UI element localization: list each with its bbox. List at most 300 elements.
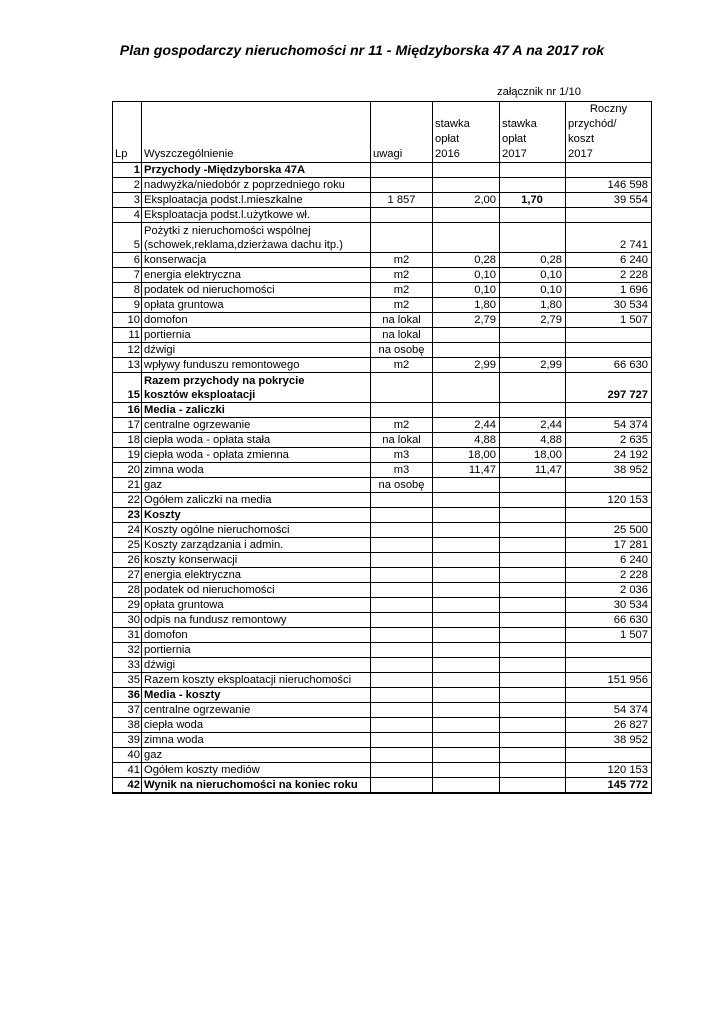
row-stawka-2017 <box>500 478 566 493</box>
row-lp: 3 <box>113 193 142 208</box>
row-value-2017: 1 507 <box>566 313 652 328</box>
row-stawka-2017 <box>500 688 566 703</box>
table-row <box>113 373 652 403</box>
row-stawka-2017: 0,10 <box>500 283 566 298</box>
row-description: portiernia <box>142 643 371 658</box>
row-lp: 31 <box>113 628 142 643</box>
row-stawka-2017 <box>500 493 566 508</box>
row-value-2017: 66 630 <box>566 613 652 628</box>
row-uwagi <box>371 658 433 673</box>
row-stawka-2016 <box>433 733 500 748</box>
row-uwagi: na lokal <box>371 433 433 448</box>
row-stawka-2016: 4,88 <box>433 433 500 448</box>
table-row <box>113 718 652 733</box>
row-uwagi: na osobę <box>371 478 433 493</box>
table-row <box>113 433 652 448</box>
table-row <box>113 328 652 343</box>
row-stawka-2017 <box>500 553 566 568</box>
row-stawka-2016 <box>433 568 500 583</box>
row-stawka-2016 <box>433 643 500 658</box>
row-description: opłata gruntowa <box>142 298 371 313</box>
row-uwagi <box>371 178 433 193</box>
row-stawka-2017: 1,70 <box>500 193 566 208</box>
row-description: Koszty zarządzania i admin. <box>142 538 371 553</box>
row-stawka-2016 <box>433 328 500 343</box>
table-row <box>113 673 652 688</box>
table-row <box>113 733 652 748</box>
row-stawka-2017 <box>500 778 566 794</box>
row-stawka-2016 <box>433 553 500 568</box>
row-stawka-2016 <box>433 343 500 358</box>
row-lp: 7 <box>113 268 142 283</box>
row-lp: 9 <box>113 298 142 313</box>
row-lp: 20 <box>113 463 142 478</box>
row-lp: 17 <box>113 418 142 433</box>
row-value-2017: 120 153 <box>566 493 652 508</box>
row-value-2017: 17 281 <box>566 538 652 553</box>
row-lp: 39 <box>113 733 142 748</box>
row-value-2017 <box>566 748 652 763</box>
header-stawka-2016-line: stawka <box>435 118 470 130</box>
row-uwagi: m2 <box>371 253 433 268</box>
row-stawka-2016: 1,80 <box>433 298 500 313</box>
row-uwagi <box>371 223 433 253</box>
row-stawka-2016: 2,79 <box>433 313 500 328</box>
row-uwagi: 1 857 <box>371 193 433 208</box>
row-stawka-2016: 2,00 <box>433 193 500 208</box>
row-uwagi: m2 <box>371 283 433 298</box>
row-stawka-2016 <box>433 763 500 778</box>
row-stawka-2017 <box>500 613 566 628</box>
header-stawka-2017-line: stawka <box>502 118 537 130</box>
row-stawka-2017 <box>500 403 566 418</box>
row-stawka-2017 <box>500 208 566 223</box>
row-value-2017: 151 956 <box>566 673 652 688</box>
row-value-2017: 146 598 <box>566 178 652 193</box>
row-description: ciepła woda <box>142 718 371 733</box>
row-lp: 5 <box>113 223 142 253</box>
row-uwagi <box>371 688 433 703</box>
header-stawka-2017 <box>500 102 566 163</box>
row-value-2017: 30 534 <box>566 298 652 313</box>
row-stawka-2016 <box>433 523 500 538</box>
row-stawka-2017: 2,44 <box>500 418 566 433</box>
row-stawka-2016 <box>433 613 500 628</box>
row-uwagi <box>371 673 433 688</box>
row-value-2017: 2 228 <box>566 268 652 283</box>
row-value-2017 <box>566 658 652 673</box>
row-lp: 40 <box>113 748 142 763</box>
row-stawka-2016 <box>433 403 500 418</box>
row-stawka-2016: 0,10 <box>433 268 500 283</box>
row-stawka-2016 <box>433 508 500 523</box>
row-stawka-2017 <box>500 538 566 553</box>
row-description: Media - zaliczki <box>142 403 371 418</box>
row-value-2017: 39 554 <box>566 193 652 208</box>
row-value-2017: 24 192 <box>566 448 652 463</box>
header-stawka-2016-line: opłat <box>435 133 460 145</box>
row-uwagi <box>371 718 433 733</box>
row-lp: 8 <box>113 283 142 298</box>
row-uwagi: m2 <box>371 298 433 313</box>
row-uwagi: na osobę <box>371 343 433 358</box>
row-stawka-2017 <box>500 523 566 538</box>
row-uwagi <box>371 778 433 794</box>
row-stawka-2017: 0,10 <box>500 268 566 283</box>
table-row <box>113 538 652 553</box>
row-uwagi <box>371 703 433 718</box>
row-lp: 33 <box>113 658 142 673</box>
header-desc: Wyszczególnienie <box>142 102 371 163</box>
table-row <box>113 688 652 703</box>
row-stawka-2017 <box>500 583 566 598</box>
row-stawka-2017 <box>500 733 566 748</box>
row-lp: 13 <box>113 358 142 373</box>
row-description: opłata gruntowa <box>142 598 371 613</box>
row-stawka-2017 <box>500 673 566 688</box>
row-lp: 6 <box>113 253 142 268</box>
row-uwagi <box>371 493 433 508</box>
row-stawka-2016: 11,47 <box>433 463 500 478</box>
row-stawka-2017 <box>500 598 566 613</box>
row-value-2017: 6 240 <box>566 553 652 568</box>
row-uwagi: na lokal <box>371 328 433 343</box>
row-stawka-2017: 1,80 <box>500 298 566 313</box>
row-value-2017: 38 952 <box>566 463 652 478</box>
row-description: dźwigi <box>142 658 371 673</box>
row-description: konserwacja <box>142 253 371 268</box>
row-value-2017 <box>566 208 652 223</box>
table-row <box>113 223 652 253</box>
row-uwagi: m2 <box>371 358 433 373</box>
header-roczny-line: Roczny <box>589 103 628 115</box>
row-value-2017 <box>566 478 652 493</box>
row-value-2017: 1 696 <box>566 283 652 298</box>
table-row <box>113 778 652 794</box>
row-value-2017: 1 507 <box>566 628 652 643</box>
header-stawka-2017-line: opłat <box>502 133 527 145</box>
row-lp: 28 <box>113 583 142 598</box>
row-description: domofon <box>142 313 371 328</box>
row-description: Przychody -Międzyborska 47A <box>142 163 371 178</box>
row-value-2017 <box>566 328 652 343</box>
header-lp: Lp <box>113 102 142 163</box>
row-value-2017: 2 741 <box>566 223 652 253</box>
table-row <box>113 628 652 643</box>
row-value-2017: 2 635 <box>566 433 652 448</box>
row-stawka-2016 <box>433 658 500 673</box>
row-value-2017 <box>566 643 652 658</box>
row-uwagi <box>371 508 433 523</box>
row-value-2017 <box>566 343 652 358</box>
row-uwagi <box>371 598 433 613</box>
table-row <box>113 268 652 283</box>
row-value-2017 <box>566 508 652 523</box>
row-lp: 24 <box>113 523 142 538</box>
row-uwagi: m2 <box>371 268 433 283</box>
row-description: Eksploatacja podst.l.mieszkalne <box>142 193 371 208</box>
row-lp: 38 <box>113 718 142 733</box>
row-description: Razem koszty eksploatacji nieruchomości <box>142 673 371 688</box>
row-lp: 30 <box>113 613 142 628</box>
row-stawka-2017: 2,99 <box>500 358 566 373</box>
row-lp: 32 <box>113 643 142 658</box>
plan-table <box>112 101 652 794</box>
table-row <box>113 748 652 763</box>
row-value-2017: 2 036 <box>566 583 652 598</box>
row-description: podatek od nieruchomości <box>142 283 371 298</box>
row-lp: 16 <box>113 403 142 418</box>
table-row <box>113 463 652 478</box>
row-value-2017 <box>566 403 652 418</box>
row-stawka-2016 <box>433 778 500 794</box>
row-uwagi <box>371 643 433 658</box>
table-row <box>113 208 652 223</box>
table-row <box>113 358 652 373</box>
row-stawka-2017 <box>500 508 566 523</box>
table-row <box>113 493 652 508</box>
row-uwagi <box>371 538 433 553</box>
row-value-2017 <box>566 163 652 178</box>
table-row <box>113 478 652 493</box>
header-roczny-line: przychód/ <box>568 118 617 130</box>
table-row <box>113 193 652 208</box>
row-lp: 41 <box>113 763 142 778</box>
table-row <box>113 613 652 628</box>
table-row <box>113 163 652 178</box>
row-description: Wynik na nieruchomości na koniec roku <box>142 778 371 794</box>
header-stawka-2017-line: 2017 <box>502 148 527 160</box>
row-stawka-2017 <box>500 628 566 643</box>
row-description-line: Pożytki z nieruchomości wspólnej <box>144 225 311 237</box>
row-value-2017: 297 727 <box>566 373 652 403</box>
row-description <box>142 373 371 403</box>
row-stawka-2017 <box>500 763 566 778</box>
row-uwagi <box>371 403 433 418</box>
row-description: energia elektryczna <box>142 268 371 283</box>
row-uwagi <box>371 583 433 598</box>
row-uwagi: m3 <box>371 463 433 478</box>
row-description: zimna woda <box>142 733 371 748</box>
table-row <box>113 553 652 568</box>
row-description: domofon <box>142 628 371 643</box>
row-stawka-2017: 18,00 <box>500 448 566 463</box>
row-uwagi <box>371 733 433 748</box>
row-description: energia elektryczna <box>142 568 371 583</box>
table-row <box>113 598 652 613</box>
row-description <box>142 223 371 253</box>
row-value-2017: 25 500 <box>566 523 652 538</box>
row-stawka-2017: 0,28 <box>500 253 566 268</box>
row-stawka-2016 <box>433 598 500 613</box>
header-roczny <box>566 102 652 163</box>
row-description: ciepła woda - opłata stała <box>142 433 371 448</box>
row-description: portiernia <box>142 328 371 343</box>
row-lp: 15 <box>113 373 142 403</box>
table-row <box>113 418 652 433</box>
page-title: Plan gospodarczy nieruchomości nr 11 - Międzyborska 47 A na 2017 rok <box>119 43 605 59</box>
row-stawka-2016 <box>433 628 500 643</box>
row-uwagi: m2 <box>371 418 433 433</box>
row-stawka-2016 <box>433 583 500 598</box>
table-row <box>113 343 652 358</box>
row-description-line: kosztów eksploatacji <box>144 389 256 401</box>
row-description: ciepła woda - opłata zmienna <box>142 448 371 463</box>
row-description: Koszty ogólne nieruchomości <box>142 523 371 538</box>
row-lp: 37 <box>113 703 142 718</box>
row-lp: 4 <box>113 208 142 223</box>
row-lp: 21 <box>113 478 142 493</box>
row-stawka-2017 <box>500 178 566 193</box>
row-stawka-2016 <box>433 688 500 703</box>
annex-label: załącznik nr 1/10 <box>497 86 581 98</box>
table-row <box>113 643 652 658</box>
table-header-row <box>113 102 652 163</box>
row-description: koszty konserwacji <box>142 553 371 568</box>
row-stawka-2016: 0,28 <box>433 253 500 268</box>
row-description: zimna woda <box>142 463 371 478</box>
row-stawka-2017 <box>500 163 566 178</box>
row-stawka-2017 <box>500 568 566 583</box>
row-lp: 35 <box>113 673 142 688</box>
row-description: podatek od nieruchomości <box>142 583 371 598</box>
row-lp: 23 <box>113 508 142 523</box>
row-stawka-2016 <box>433 718 500 733</box>
row-uwagi <box>371 613 433 628</box>
row-stawka-2017: 11,47 <box>500 463 566 478</box>
row-stawka-2016: 2,99 <box>433 358 500 373</box>
row-description: dźwigi <box>142 343 371 358</box>
row-description: Media - koszty <box>142 688 371 703</box>
row-uwagi <box>371 208 433 223</box>
row-lp: 29 <box>113 598 142 613</box>
row-description: centralne ogrzewanie <box>142 418 371 433</box>
table-row <box>113 703 652 718</box>
row-uwagi: m3 <box>371 448 433 463</box>
row-lp: 1 <box>113 163 142 178</box>
row-uwagi <box>371 373 433 403</box>
row-description: centralne ogrzewanie <box>142 703 371 718</box>
row-stawka-2017: 4,88 <box>500 433 566 448</box>
row-value-2017: 26 827 <box>566 718 652 733</box>
row-stawka-2016: 2,44 <box>433 418 500 433</box>
row-value-2017: 54 374 <box>566 418 652 433</box>
row-value-2017: 54 374 <box>566 703 652 718</box>
row-lp: 18 <box>113 433 142 448</box>
row-lp: 22 <box>113 493 142 508</box>
row-value-2017: 145 772 <box>566 778 652 794</box>
table-row <box>113 313 652 328</box>
row-lp: 19 <box>113 448 142 463</box>
row-stawka-2016: 18,00 <box>433 448 500 463</box>
row-uwagi <box>371 628 433 643</box>
row-description: wpływy funduszu remontowego <box>142 358 371 373</box>
row-description: odpis na fundusz remontowy <box>142 613 371 628</box>
row-stawka-2016 <box>433 673 500 688</box>
row-lp: 11 <box>113 328 142 343</box>
table-row <box>113 568 652 583</box>
row-value-2017: 66 630 <box>566 358 652 373</box>
row-stawka-2016 <box>433 493 500 508</box>
table-row <box>113 763 652 778</box>
table-row <box>113 508 652 523</box>
row-stawka-2017 <box>500 703 566 718</box>
row-stawka-2016 <box>433 538 500 553</box>
row-description: Ogółem zaliczki na media <box>142 493 371 508</box>
row-stawka-2017: 2,79 <box>500 313 566 328</box>
row-stawka-2016 <box>433 163 500 178</box>
table-row <box>113 658 652 673</box>
row-value-2017: 38 952 <box>566 733 652 748</box>
header-uwagi: uwagi <box>371 102 433 163</box>
row-uwagi <box>371 763 433 778</box>
row-lp: 2 <box>113 178 142 193</box>
row-description-line: Razem przychody na pokrycie <box>144 375 305 387</box>
row-lp: 25 <box>113 538 142 553</box>
row-description: Eksploatacja podst.l.użytkowe wł. <box>142 208 371 223</box>
row-lp: 27 <box>113 568 142 583</box>
row-stawka-2016: 0,10 <box>433 283 500 298</box>
row-stawka-2016 <box>433 208 500 223</box>
row-description-line: (schowek,reklama,dzierżawa dachu itp.) <box>144 239 343 251</box>
row-uwagi <box>371 163 433 178</box>
row-stawka-2017 <box>500 223 566 253</box>
table-row <box>113 178 652 193</box>
row-stawka-2017 <box>500 718 566 733</box>
row-value-2017: 30 534 <box>566 598 652 613</box>
row-stawka-2017 <box>500 658 566 673</box>
table-row <box>113 448 652 463</box>
row-value-2017: 6 240 <box>566 253 652 268</box>
row-lp: 26 <box>113 553 142 568</box>
row-description: Ogółem koszty mediów <box>142 763 371 778</box>
row-uwagi <box>371 523 433 538</box>
row-stawka-2016 <box>433 178 500 193</box>
row-uwagi <box>371 568 433 583</box>
row-stawka-2017 <box>500 643 566 658</box>
row-stawka-2017 <box>500 328 566 343</box>
table-row <box>113 298 652 313</box>
row-stawka-2016 <box>433 373 500 403</box>
row-description: gaz <box>142 748 371 763</box>
row-description: gaz <box>142 478 371 493</box>
row-stawka-2016 <box>433 478 500 493</box>
header-stawka-2016-line: 2016 <box>435 148 460 160</box>
table-row <box>113 253 652 268</box>
row-description: Koszty <box>142 508 371 523</box>
row-stawka-2016 <box>433 223 500 253</box>
table-row <box>113 523 652 538</box>
row-uwagi <box>371 748 433 763</box>
row-uwagi <box>371 553 433 568</box>
row-stawka-2017 <box>500 748 566 763</box>
row-lp: 12 <box>113 343 142 358</box>
row-lp: 36 <box>113 688 142 703</box>
header-roczny-line: koszt <box>568 133 595 145</box>
table-row <box>113 583 652 598</box>
row-uwagi: na lokal <box>371 313 433 328</box>
row-stawka-2017 <box>500 373 566 403</box>
row-stawka-2016 <box>433 703 500 718</box>
row-description: nadwyżka/niedobór z poprzedniego roku <box>142 178 371 193</box>
header-stawka-2016 <box>433 102 500 163</box>
row-value-2017: 120 153 <box>566 763 652 778</box>
table-row <box>113 283 652 298</box>
row-lp: 10 <box>113 313 142 328</box>
row-value-2017: 2 228 <box>566 568 652 583</box>
header-roczny-line: 2017 <box>568 148 593 160</box>
row-value-2017 <box>566 688 652 703</box>
